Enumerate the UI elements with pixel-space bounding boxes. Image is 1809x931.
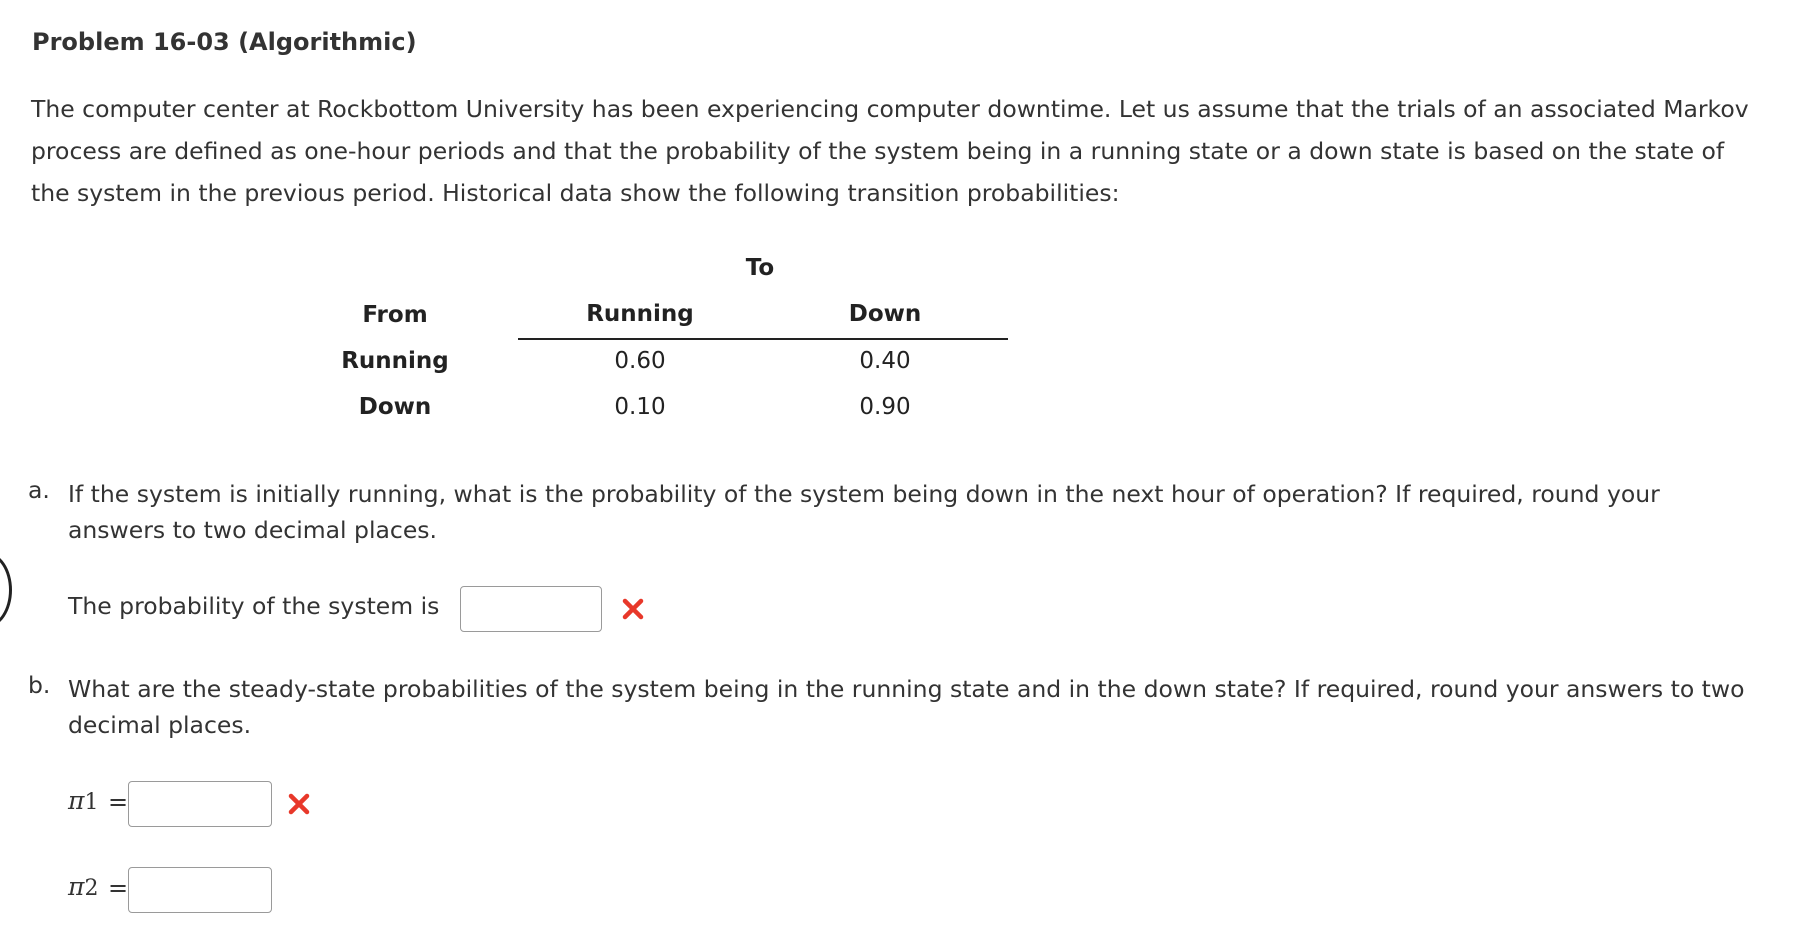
pi-symbol: π — [68, 872, 85, 901]
pi-symbol: π — [68, 786, 85, 815]
side-marker — [0, 552, 12, 628]
table-header-rule — [518, 338, 1008, 340]
problem-title: Problem 16-03 (Algorithmic) — [32, 28, 417, 56]
problem-intro — [31, 88, 1791, 214]
column-header-running: Running — [586, 301, 694, 327]
cell-down-down: 0.90 — [859, 394, 911, 420]
intro-line: the system in the previous period. Historical data show the following transition probabilities: — [31, 179, 1120, 207]
part-a-answer-input[interactable] — [460, 586, 602, 632]
x-mark-icon — [286, 791, 312, 817]
pi2-input[interactable] — [128, 867, 272, 913]
part-b-question — [68, 671, 1788, 743]
column-header-down: Down — [848, 301, 922, 327]
cell-down-running: 0.10 — [614, 394, 666, 420]
pi-subscript: 2 — [84, 876, 99, 901]
row-header-running: Running — [341, 348, 449, 374]
part-a-question — [68, 476, 1788, 548]
intro-line: The computer center at Rockbottom University has been experiencing computer downtime. Let us assume that the trials of an associated Markov — [31, 95, 1749, 123]
intro-line: process are defined as one-hour periods and that the probability of the system being in a running state or a down state is based on the state of — [31, 137, 1725, 165]
cell-running-down: 0.40 — [859, 348, 911, 374]
cell-running-running: 0.60 — [614, 348, 666, 374]
row-header-down: Down — [358, 394, 432, 420]
to-header: To — [745, 255, 775, 281]
question-line: What are the steady-state probabilities of the system being in the running state and in the down state? If required, round your answers to two — [68, 675, 1745, 703]
pi-subscript: 1 — [84, 790, 99, 815]
question-line: decimal places. — [68, 711, 252, 739]
pi2-equals: = — [108, 874, 129, 902]
part-a-answer-label: The probability of the system is — [68, 592, 440, 620]
part-b-letter: b. — [28, 671, 51, 699]
pi1-equals: = — [108, 788, 129, 816]
from-header: From — [362, 302, 428, 328]
x-mark-icon — [620, 596, 646, 622]
pi1-input[interactable] — [128, 781, 272, 827]
pi2-label — [68, 872, 98, 901]
question-line: answers to two decimal places. — [68, 516, 437, 544]
question-line: If the system is initially running, what is the probability of the system being down in the next hour of operation? If required, round your — [68, 480, 1660, 508]
part-a-letter: a. — [28, 476, 50, 504]
pi1-label — [68, 786, 98, 815]
